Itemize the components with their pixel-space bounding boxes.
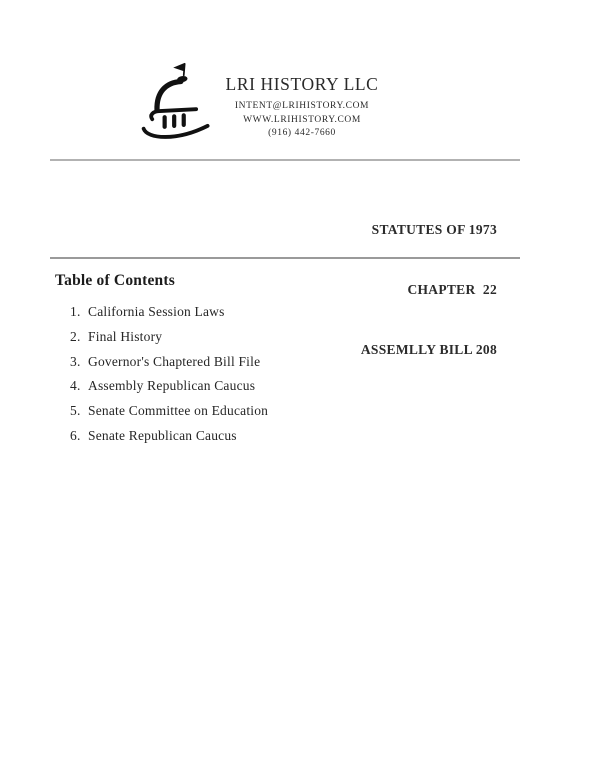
company-website: WWW.LRIHISTORY.COM <box>243 114 361 125</box>
toc-item-number: 4. <box>70 378 81 394</box>
toc-item-number: 1. <box>70 304 81 319</box>
statutes-year-line: STATUTES OF 1973 <box>371 222 497 237</box>
toc-item-label: Final History <box>88 328 163 344</box>
toc-item-label: Senate Republican Caucus <box>88 427 237 443</box>
toc-item <box>70 305 268 319</box>
toc-item-number: 2. <box>70 328 81 344</box>
bill-line: ASSEMLLY BILL 208 <box>360 342 497 357</box>
company-name: LRI HISTORY LLC <box>225 74 379 94</box>
divider-top <box>50 159 520 161</box>
toc-item <box>70 404 268 418</box>
toc-item-label: Senate Committee on Education <box>88 403 269 419</box>
toc-item <box>70 330 268 344</box>
toc-item-label: Assembly Republican Caucus <box>88 378 256 394</box>
chapter-line: CHAPTER 22 <box>407 282 497 297</box>
company-phone: (916) 442-7660 <box>268 128 336 138</box>
toc-item <box>70 355 268 369</box>
toc-item-number: 5. <box>70 403 81 419</box>
toc-item <box>70 429 268 443</box>
toc-list <box>70 305 268 454</box>
toc-item-number: 3. <box>70 353 81 369</box>
toc-heading: Table of Contents <box>55 272 175 289</box>
toc-item-label: California Session Laws <box>88 304 225 319</box>
letterhead <box>182 74 422 141</box>
toc-item <box>70 379 268 393</box>
toc-item-label: Governor's Chaptered Bill File <box>88 353 261 369</box>
company-email: INTENT@LRIHISTORY.COM <box>234 101 370 111</box>
toc-item-number: 6. <box>70 427 81 443</box>
